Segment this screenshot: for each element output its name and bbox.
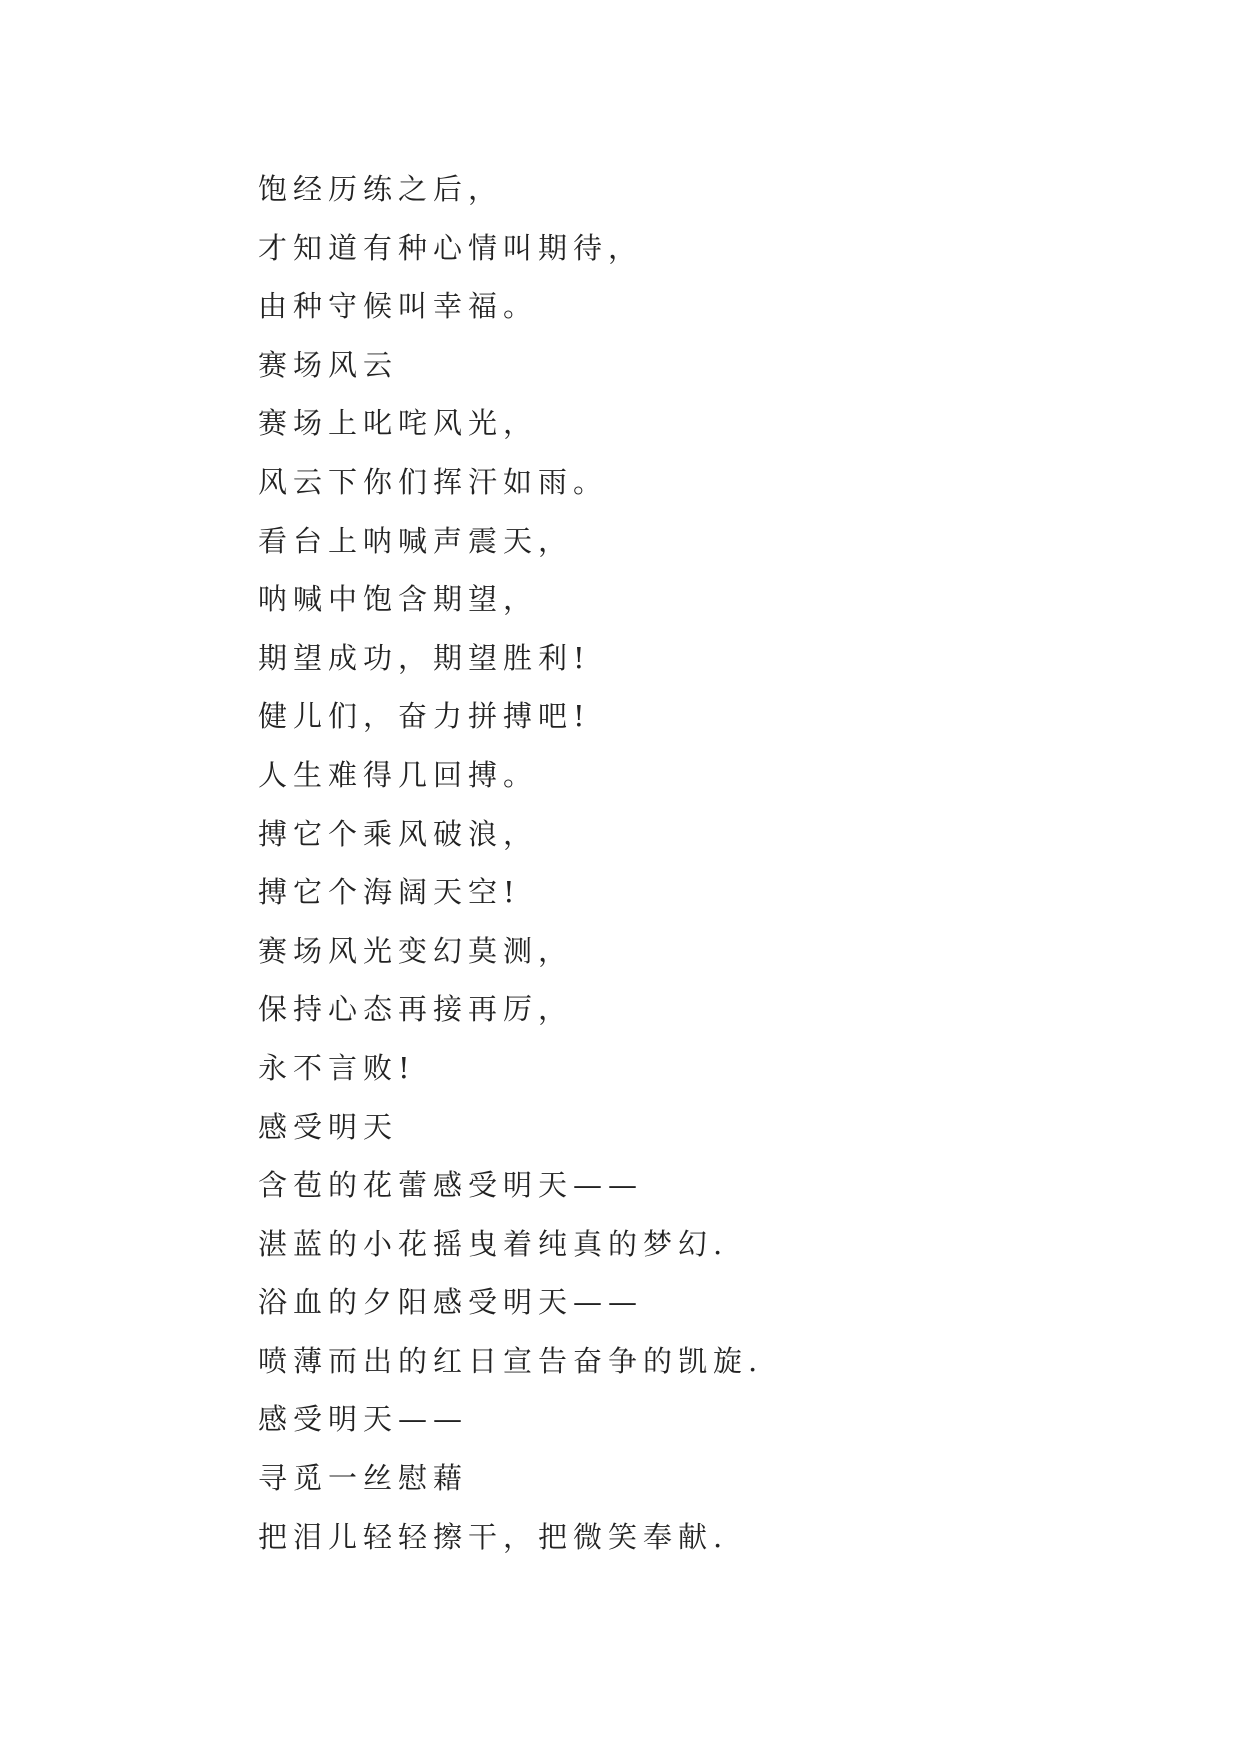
poem-line: 含苞的花蕾感受明天—— xyxy=(258,1168,644,1203)
poem-line: 呐喊中饱含期望， xyxy=(258,582,539,617)
section-heading: 感受明天 xyxy=(258,1109,399,1144)
section-heading: 赛场风云 xyxy=(258,347,399,382)
poem-line: 饱经历练之后， xyxy=(258,172,504,206)
poem-line: 看台上呐喊声震天， xyxy=(258,523,574,558)
poem-line: 期望成功，期望胜利! xyxy=(258,640,591,675)
poem-line: 浴血的夕阳感受明天—— xyxy=(258,1285,644,1320)
poem-line: 才知道有种心情叫期待， xyxy=(258,230,644,265)
poem-text xyxy=(258,160,763,1566)
poem-line: 湛蓝的小花摇曳着纯真的梦幻. xyxy=(258,1226,729,1261)
poem-line: 永不言败! xyxy=(258,1050,416,1085)
poem-line: 寻觅一丝慰藉 xyxy=(258,1461,469,1496)
poem-line: 保持心态再接再厉， xyxy=(258,992,574,1027)
poem-line: 赛场上叱咤风光， xyxy=(258,406,539,441)
poem-line: 搏它个乘风破浪， xyxy=(258,816,539,851)
poem-line: 把泪儿轻轻擦干，把微笑奉献. xyxy=(258,1519,729,1554)
poem-line: 健儿们，奋力拼搏吧! xyxy=(258,699,591,734)
poem-line: 喷薄而出的红日宣告奋争的凯旋. xyxy=(258,1343,764,1378)
poem-line: 由种守候叫幸福。 xyxy=(258,289,539,324)
poem-line: 风云下你们挥汗如雨。 xyxy=(258,464,609,499)
poem-line: 人生难得几回搏。 xyxy=(258,757,539,792)
poem-line: 赛场风光变幻莫测， xyxy=(258,933,574,968)
poem-line: 感受明天—— xyxy=(258,1402,469,1437)
poem-line: 搏它个海阔天空! xyxy=(258,875,521,910)
